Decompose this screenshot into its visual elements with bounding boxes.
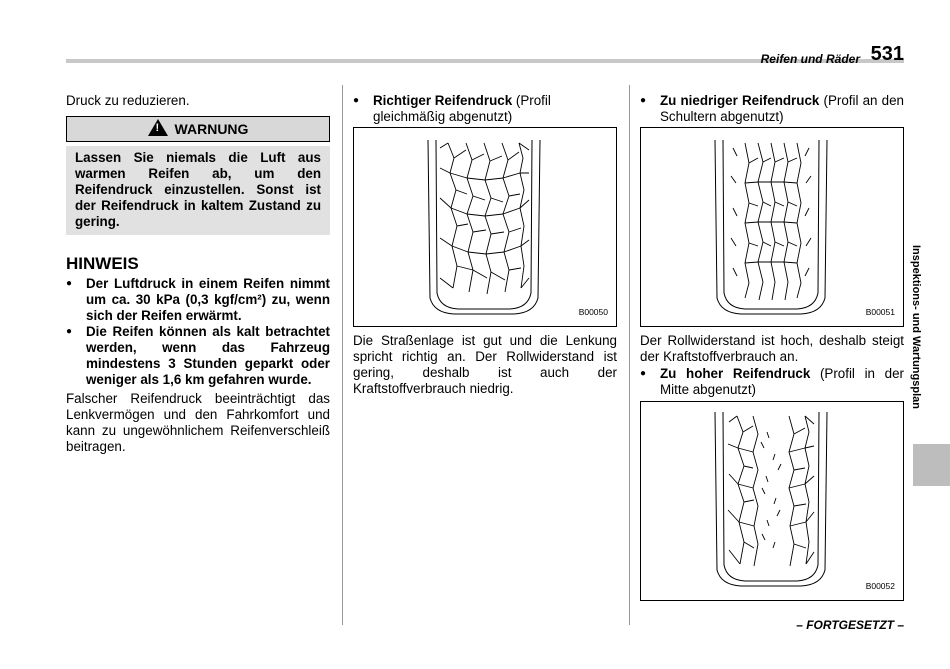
- item-description: (Profil in der Mitte abgenutzt): [660, 366, 905, 397]
- tire-figure-overinflated: [640, 401, 904, 601]
- body-paragraph: Falscher Reifendruck beeinträchtigt das Lenkvermögen und den Fahrkomfort und kann zu ungewöhnlichem Reifenverschleiß beitragen.: [66, 391, 330, 454]
- note-title: HINWEIS: [66, 254, 139, 273]
- page-number: 531: [870, 43, 904, 65]
- intro-text: Druck zu reduzieren.: [66, 93, 190, 108]
- tire-tread-illustration: [641, 128, 905, 328]
- tire-figure-correct: [353, 127, 617, 327]
- tire-tread-illustration: [354, 128, 618, 328]
- warning-text: Lassen Sie niemals die Luft aus warmen Reifen ab, um den Reifendruck einzustellen. Sonst ist der Reifendruck in kaltem Zustand zu gering.: [66, 146, 330, 235]
- warning-header: [66, 116, 330, 142]
- chapter-tab-marker: [913, 444, 950, 486]
- side-chapter-label: [900, 245, 944, 445]
- tire-tread-illustration: [641, 402, 905, 602]
- column-divider: [629, 85, 630, 625]
- section-title: Reifen und Räder: [760, 52, 860, 66]
- note-list: [66, 276, 330, 388]
- item-list: [640, 93, 904, 125]
- warning-triangle-icon: [148, 119, 168, 136]
- body-paragraph: Die Straßenlage ist gut und die Lenkung spricht richtig an. Der Rollwiderstand ist gering, deshalb ist auch der Kraftstoffverbrauch niedrig.: [353, 333, 617, 396]
- list-item: [640, 93, 904, 125]
- item-heading: Richtiger Reifendruck: [373, 93, 513, 108]
- figure-code: B00051: [865, 307, 895, 317]
- figure-code: B00052: [865, 581, 895, 591]
- item-heading: Zu niedriger Reifendruck: [660, 93, 820, 108]
- continued-footer: – FORTGESETZT –: [796, 618, 904, 632]
- item-list: [640, 366, 904, 398]
- item-heading: Zu hoher Reifendruck: [660, 366, 811, 381]
- warning-label: WARNUNG: [174, 121, 249, 137]
- tire-figure-underinflated: [640, 127, 904, 327]
- item-description: (Profil gleichmäßig abgenutzt): [373, 93, 551, 124]
- list-item: ● Der Luftdruck in einem Reifen nimmt um ca. 30 kPa (0,3 kgf/cm²) zu, wenn sich der Reifen erwärmt.: [66, 276, 330, 324]
- list-item: [353, 93, 618, 125]
- body-paragraph: Der Rollwiderstand ist hoch, deshalb steigt der Kraftstoffverbrauch an.: [640, 333, 904, 364]
- column-divider: [342, 85, 343, 625]
- item-list: [353, 93, 618, 125]
- item-description: (Profil an den Schultern abgenutzt): [660, 93, 904, 124]
- list-item: [640, 366, 904, 398]
- list-item: ● Die Reifen können als kalt betrachtet werden, wenn das Fahrzeug mindestens 3 Stunden geparkt oder weniger als 1,6 km gefahren wurde.: [66, 324, 330, 388]
- side-chapter-text: Inspektions- und Wartungsplan: [910, 245, 922, 409]
- figure-code: B00050: [578, 307, 608, 317]
